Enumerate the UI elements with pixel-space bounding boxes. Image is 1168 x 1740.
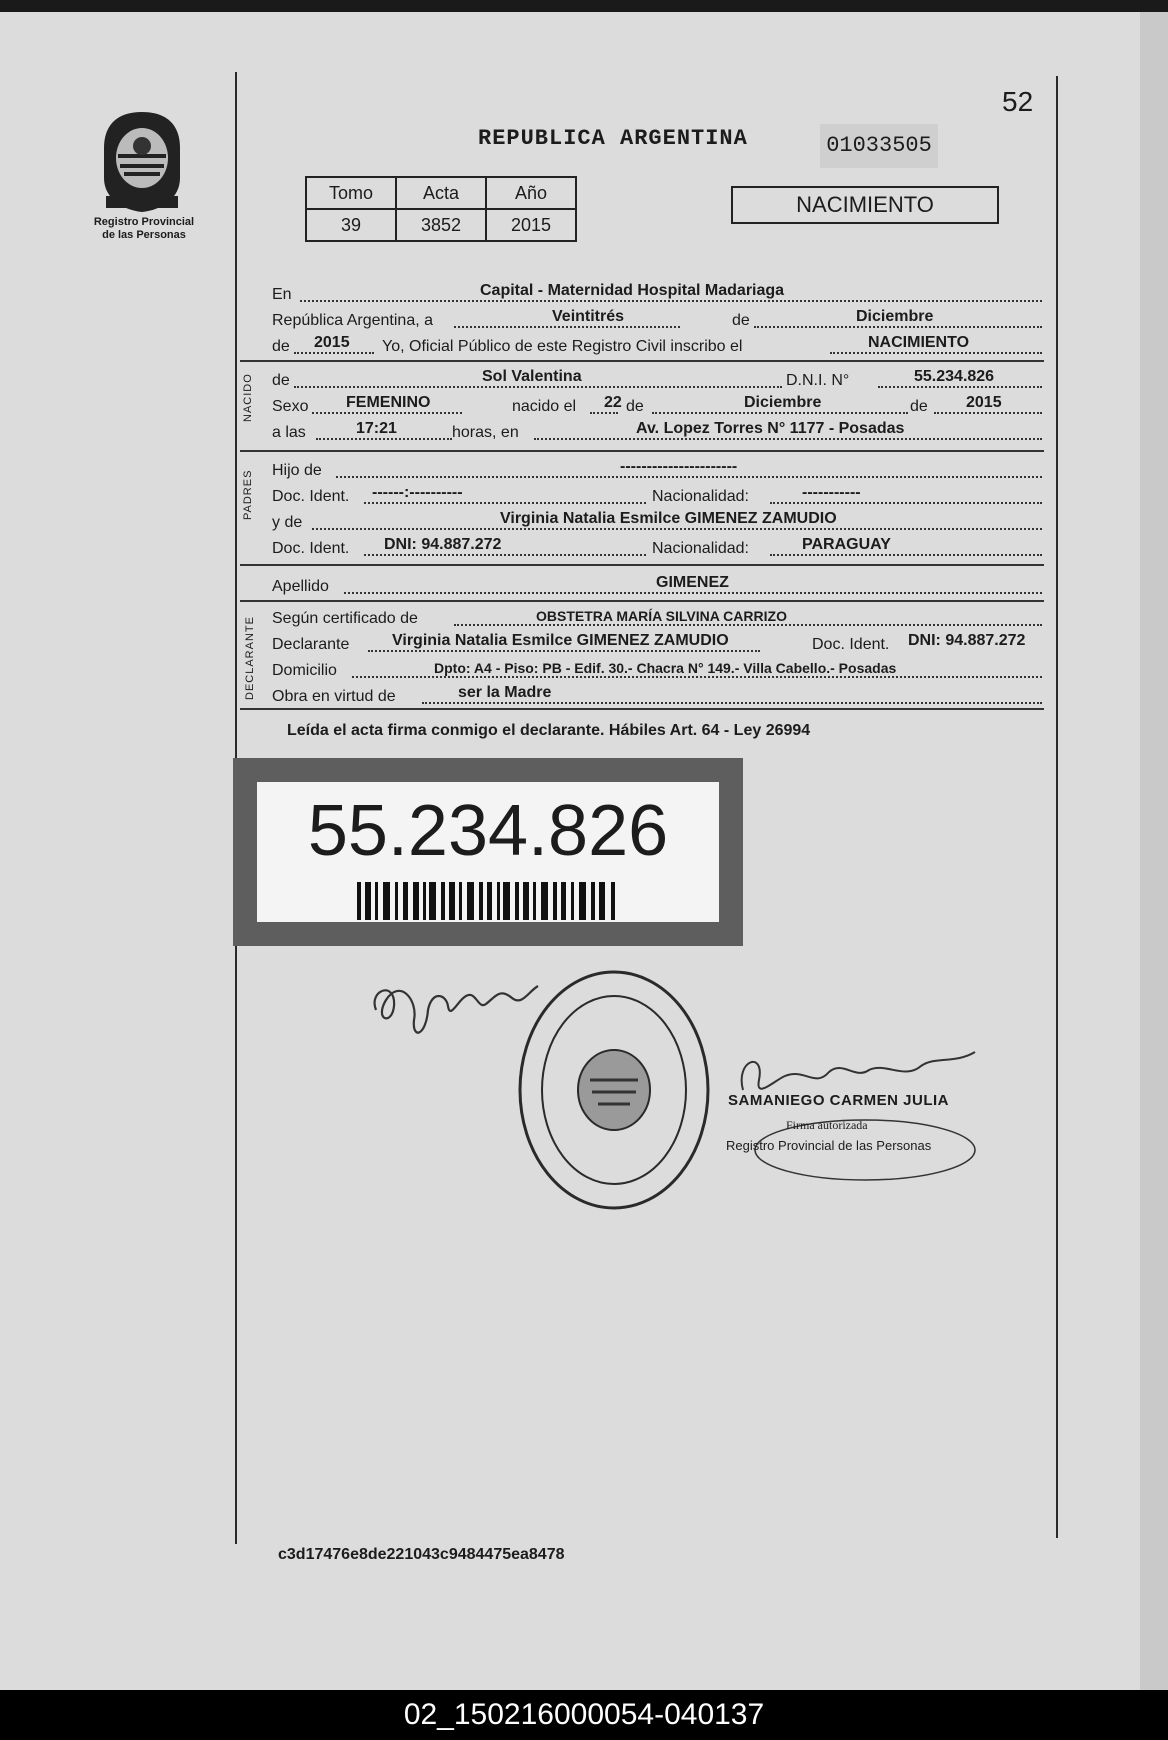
event-type: NACIMIENTO: [868, 334, 970, 351]
declarant-address: Dpto: A4 - Piso: PB - Edif. 30.- Chacra N° 149.- Villa Cabello.- Posadas: [434, 660, 897, 676]
mother-doc: DNI: 94.887.272: [384, 536, 502, 553]
closing-divider: [240, 708, 1044, 710]
declarant-doc: DNI: 94.887.272: [908, 632, 1026, 649]
page-number: 52: [1002, 86, 1034, 117]
surname: GIMENEZ: [656, 574, 729, 591]
signer-role: Firma autorizada: [786, 1118, 868, 1132]
child-name: Sol Valentina: [482, 368, 582, 385]
birth-year: 2015: [966, 394, 1002, 411]
serial-number: 01033505: [820, 124, 938, 168]
child-sex: FEMENINO: [346, 394, 431, 411]
declarant-name: Virginia Natalia Esmilce GIMENEZ ZAMUDIO: [392, 632, 729, 649]
apellido-divider: [240, 564, 1044, 566]
father-nationality: -----------: [802, 484, 861, 501]
birth-address: Av. Lopez Torres N° 1177 - Posadas: [636, 420, 905, 437]
intro-row-date: República Argentina, a Veintitrés de Diciembre: [272, 306, 1044, 332]
day-in-words: Veintitrés: [552, 308, 625, 325]
signer-name: SAMANIEGO CARMEN JULIA: [728, 1092, 950, 1109]
scan-footer-id: 02_150216000054-040137: [0, 1690, 1168, 1740]
declarante-section-label: DECLARANTE: [244, 616, 256, 700]
birth-month: Diciembre: [744, 394, 822, 411]
nacido-row-sex: Sexo FEMENINO nacido el 22 de Diciembre de 2015: [272, 392, 1044, 418]
tomo-value: 39: [306, 209, 396, 241]
nacido-divider: [240, 360, 1044, 362]
nacido-row-name: de Sol Valentina D.N.I. N° 55.234.826: [272, 366, 1044, 392]
nacido-section-label: NACIDO: [242, 373, 254, 422]
issuer-caption: Registro Provincial de las Personas: [93, 216, 195, 241]
declarante-row-obra: Obra en virtud de ser la Madre: [272, 682, 1044, 708]
official-seal-icon: [514, 966, 714, 1214]
acta-header: Acta: [396, 177, 486, 209]
tomo-header: Tomo: [306, 177, 396, 209]
child-dni: 55.234.826: [914, 368, 995, 385]
declarante-row-name: Declarante Virginia Natalia Esmilce GIMENEZ ZAMUDIO Doc. Ident. DNI: 94.887.272: [272, 632, 1026, 653]
intro-row-place: En Capital - Maternidad Hospital Madariaga: [272, 280, 1044, 306]
father-doc: ------:----------: [372, 484, 463, 501]
father-name: ----------------------: [620, 458, 738, 475]
anio-value: 2015: [486, 209, 576, 241]
barcode-icon: [357, 882, 619, 920]
closing-note: Leída el acta firma conmigo el declarante. Hábiles Art. 64 - Ley 26994: [287, 722, 811, 739]
id-sticker: [233, 758, 743, 946]
province-crest-icon: [96, 108, 188, 214]
padres-row-father: Hijo de ----------------------: [272, 456, 1044, 482]
padres-row-mother: y de Virginia Natalia Esmilce GIMENEZ ZAMUDIO: [272, 508, 1044, 534]
mother-name: Virginia Natalia Esmilce GIMENEZ ZAMUDIO: [500, 510, 837, 527]
padres-row-mother-doc: Doc. Ident. DNI: 94.887.272 Nacionalidad: PARAGUAY: [272, 534, 1044, 560]
birth-time: 17:21: [356, 420, 397, 437]
record-type-box: NACIMIENTO: [731, 186, 999, 224]
anio-header: Año: [486, 177, 576, 209]
intro-month: Diciembre: [856, 308, 934, 325]
declarante-row-cert: Según certificado de OBSTETRA MARÍA SILVINA CARRIZO: [272, 604, 1044, 630]
signer-organization: Registro Provincial de las Personas: [726, 1138, 932, 1153]
birth-place-institution: Capital - Maternidad Hospital Madariaga: [480, 282, 785, 299]
sheet-edge: [1140, 12, 1168, 1692]
birth-day: 22: [604, 394, 622, 411]
intro-row-officer: de 2015 Yo, Oficial Público de este Registro Civil inscribo el NACIMIENTO: [272, 332, 1044, 358]
padres-row-father-doc: Doc. Ident. ------:---------- Nacionalidad: -----------: [272, 482, 1044, 508]
certificate-issuer: OBSTETRA MARÍA SILVINA CARRIZO: [536, 608, 787, 624]
padres-divider: [240, 450, 1044, 452]
id-sticker-inner: [257, 782, 719, 922]
nacido-row-time: a las 17:21 horas, en Av. Lopez Torres N° 1177 - Posadas: [272, 418, 1044, 444]
declarante-row-address: Domicilio Dpto: A4 - Piso: PB - Edif. 30.- Chacra N° 149.- Villa Cabello.- Posadas: [272, 656, 1044, 682]
acta-value: 3852: [396, 209, 486, 241]
padres-section-label: PADRES: [242, 469, 254, 520]
document-hash: c3d17476e8de221043c9484475ea8478: [278, 1546, 565, 1563]
id-sticker-number: 55.234.826: [307, 791, 669, 871]
declarant-relation: ser la Madre: [458, 684, 552, 701]
right-border-line: [1056, 76, 1058, 1538]
intro-year: 2015: [314, 334, 350, 351]
official-signature: [725, 1040, 985, 1190]
apellido-row: Apellido GIMENEZ: [272, 572, 1044, 598]
declarante-divider: [240, 600, 1044, 602]
country-title: REPUBLICA ARGENTINA: [478, 126, 748, 151]
register-table: [305, 176, 577, 242]
mother-nationality: PARAGUAY: [802, 536, 891, 553]
